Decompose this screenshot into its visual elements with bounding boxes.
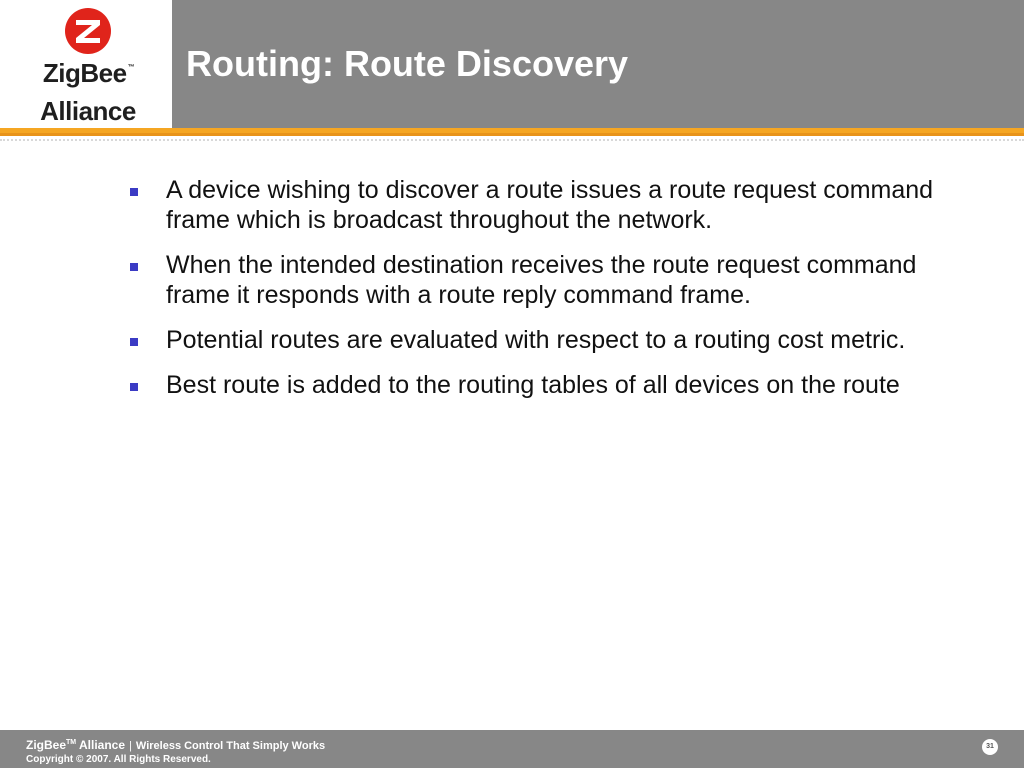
- bullet-text: Best route is added to the routing tables of all devices on the route: [166, 371, 900, 399]
- square-bullet-icon: [130, 338, 138, 346]
- footer-separator: |: [129, 740, 132, 752]
- footer-tagline: Wireless Control That Simply Works: [135, 740, 326, 752]
- slide-title: Routing: Route Discovery: [186, 43, 629, 84]
- bullet-item: [128, 325, 938, 355]
- bullet-item: [128, 370, 938, 400]
- logo-zigbee-text: ZigBee: [42, 58, 127, 88]
- zigbee-z-logo-icon: [64, 7, 112, 55]
- bullet-list: [128, 175, 938, 415]
- bullet-text: A device wishing to discover a route issues a route request command frame which is broadcast throughout the network.: [166, 176, 934, 234]
- square-bullet-icon: [130, 188, 138, 196]
- footer-tm: TM: [66, 739, 77, 746]
- square-bullet-icon: [130, 383, 138, 391]
- zigbee-logo: [0, 0, 172, 128]
- footer-bar: [0, 730, 1024, 768]
- logo-tm-mark: ™: [127, 64, 135, 71]
- bullet-item: [128, 250, 938, 310]
- logo-line-zigbee: [20, 58, 156, 96]
- header-accent-bar-shade: [0, 133, 1024, 136]
- logo-line-alliance: Alliance: [40, 96, 136, 126]
- footer-brand-line: [26, 738, 325, 752]
- bullet-item: [128, 175, 938, 235]
- page-number-badge: 31: [982, 739, 998, 755]
- logo-wordmark: [20, 58, 156, 126]
- footer-brand-suffix: Alliance: [76, 738, 126, 752]
- footer-brand: ZigBee: [26, 738, 67, 752]
- bullet-text: When the intended destination receives the route request command frame it responds with a route reply command frame.: [166, 251, 917, 309]
- bullet-text: Potential routes are evaluated with respect to a routing cost metric.: [166, 326, 906, 354]
- footer-copyright: Copyright © 2007. All Rights Reserved.: [26, 754, 211, 765]
- square-bullet-icon: [130, 263, 138, 271]
- header-divider: [0, 139, 1024, 141]
